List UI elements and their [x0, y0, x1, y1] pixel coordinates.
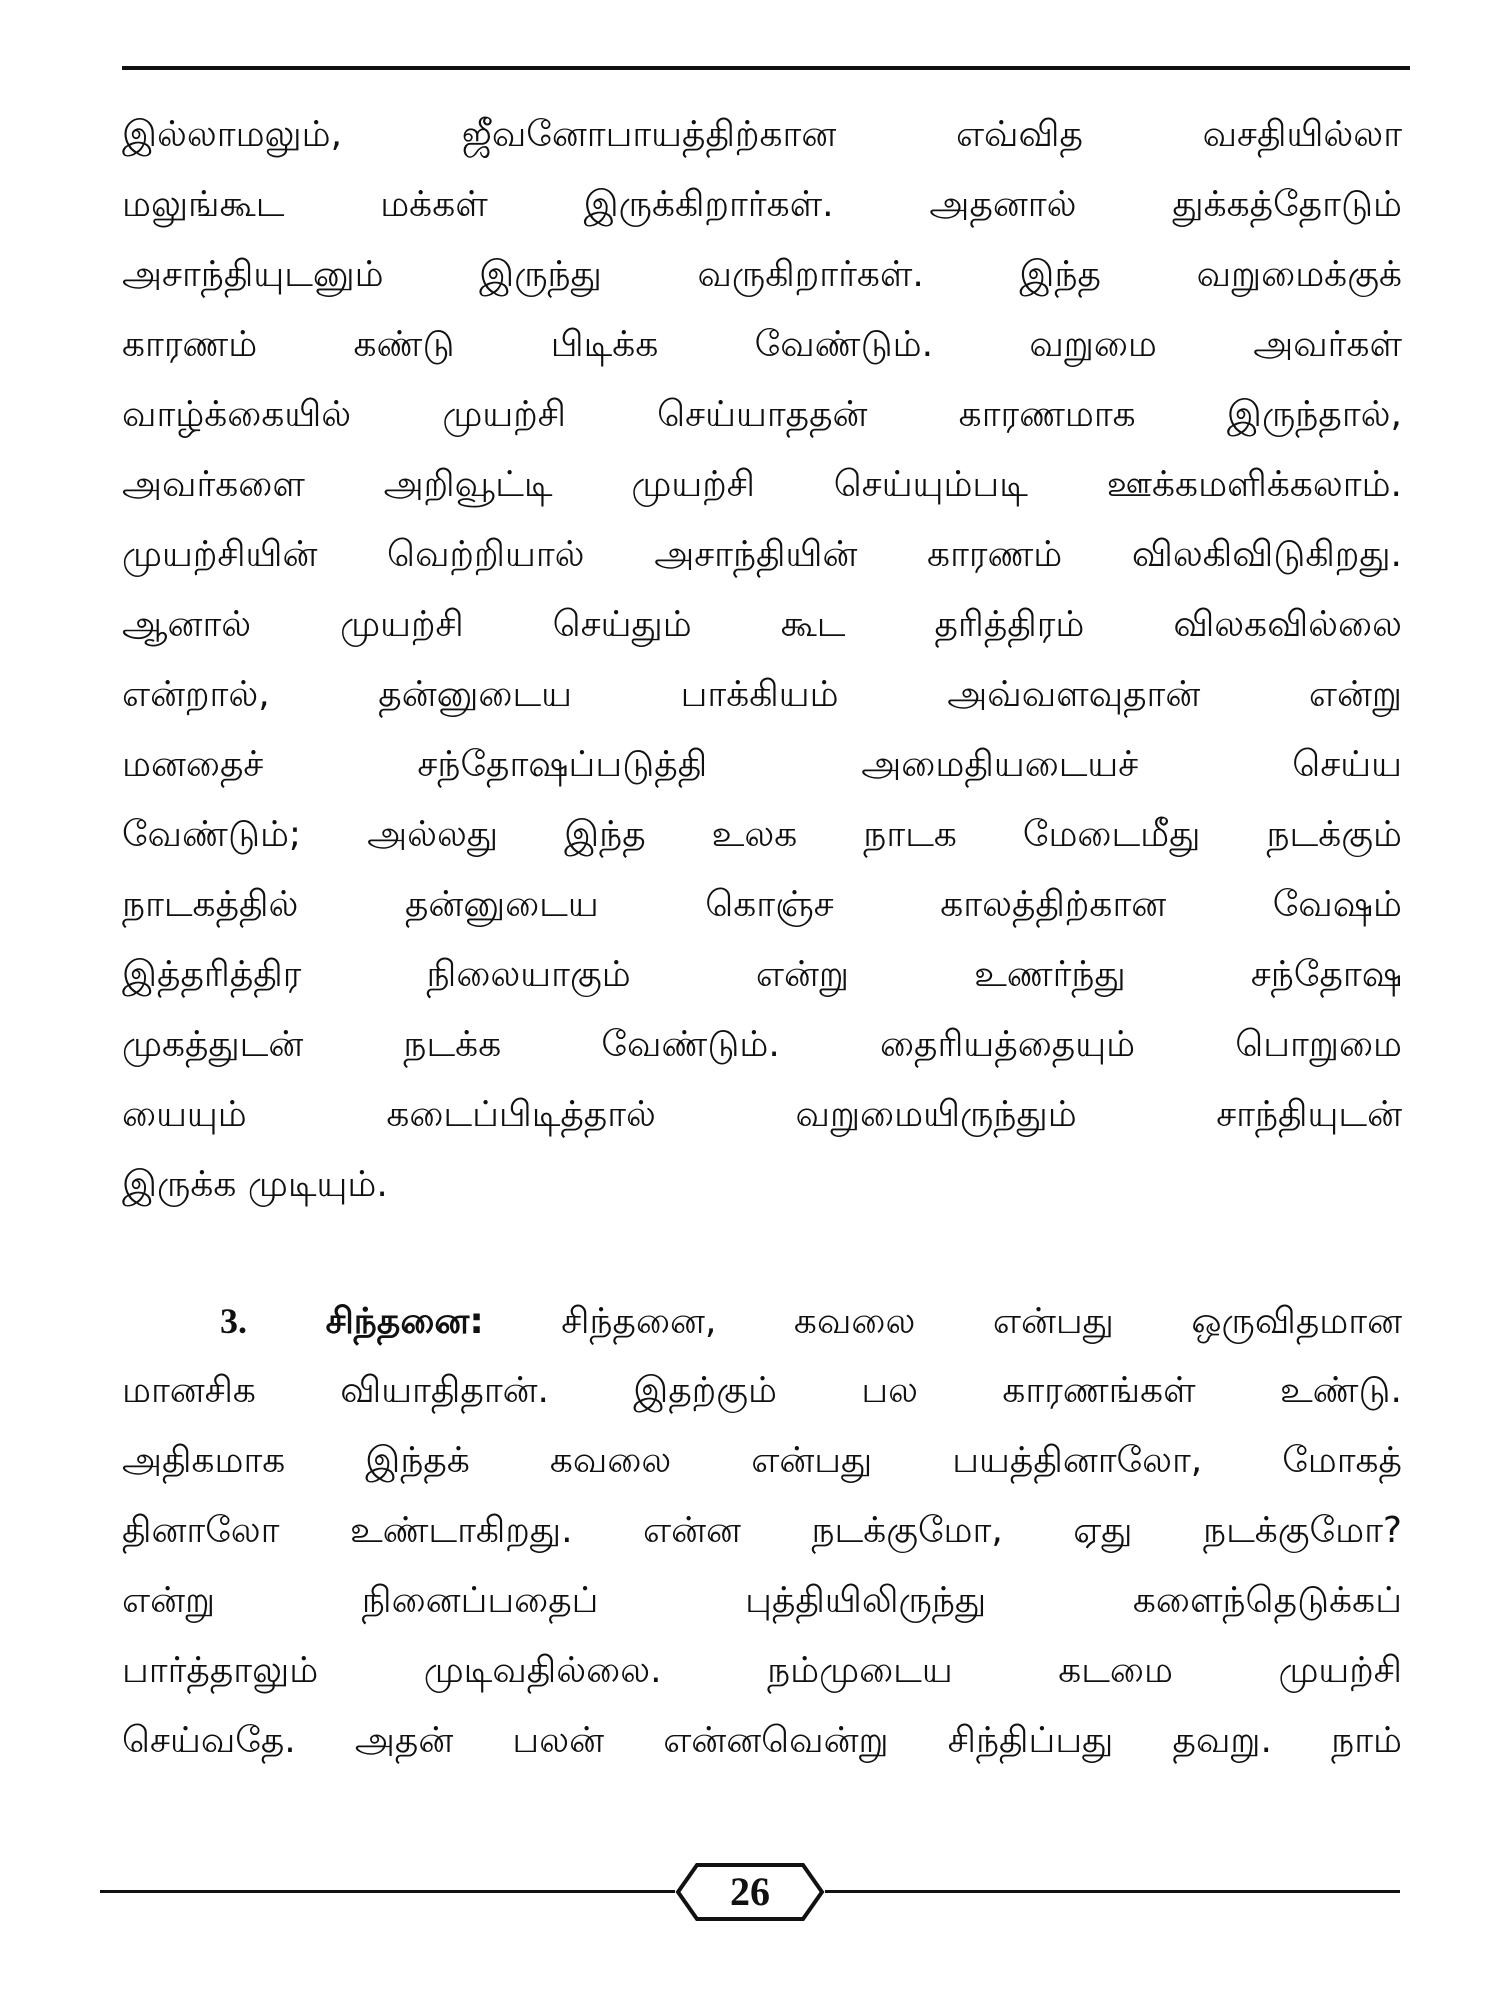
- footer-rule-left: [100, 1890, 675, 1893]
- text-line: மலுங்கூட மக்கள் இருக்கிறார்கள். அதனால் துக்கத்தோடும்: [122, 184, 1402, 225]
- text-line: இல்லாமலும், ஜீவனோபாயத்திற்கான எவ்வித வசதியில்லா: [122, 114, 1402, 155]
- text-line: மனதைச் சந்தோஷப்படுத்தி அமைதியடையச் செய்ய: [122, 744, 1402, 785]
- text-line: பார்த்தாலும் முடிவதில்லை. நம்முடைய கடமை முயற்சி: [122, 1650, 1402, 1691]
- section-3: [122, 1286, 1402, 1776]
- section-title: சிந்தனை:: [325, 1301, 484, 1342]
- text-line: காரணம் கண்டு பிடிக்க வேண்டும். வறுமை அவர்கள்: [122, 324, 1402, 365]
- page-body: [122, 100, 1402, 1776]
- footer-rule-right: [825, 1890, 1400, 1893]
- text-line: இத்தரித்திர நிலையாகும் என்று உணர்ந்து சந்தோஷ: [122, 954, 1402, 995]
- text-line: யையும் கடைப்பிடித்தால் வறுமையிருந்தும் சாந்தியுடன்: [122, 1094, 1402, 1135]
- text-line: வேண்டும்; அல்லது இந்த உலக நாடக மேடைமீது நடக்கும்: [122, 814, 1402, 855]
- text-line: அசாந்தியுடனும் இருந்து வருகிறார்கள். இந்த வறுமைக்குக்: [122, 254, 1402, 295]
- text-line: முகத்துடன் நடக்க வேண்டும். தைரியத்தையும் பொறுமை: [122, 1024, 1402, 1065]
- text-line: இருக்க முடியும்.: [122, 1164, 388, 1205]
- section-number: 3.: [220, 1301, 247, 1341]
- text-line: தினாலோ உண்டாகிறது. என்ன நடக்குமோ, ஏது நடக்குமோ?: [122, 1510, 1402, 1551]
- text-line: என்று நினைப்பதைப் புத்தியிலிருந்து களைந்தெடுக்கப்: [122, 1580, 1402, 1621]
- text-line: நாடகத்தில் தன்னுடைய கொஞ்ச காலத்திற்கான வேஷம்: [122, 884, 1402, 925]
- paragraph-1: [122, 100, 1402, 1220]
- text-line: என்றால், தன்னுடைய பாக்கியம் அவ்வளவுதான் என்று: [122, 674, 1402, 715]
- header-rule: [122, 66, 1410, 70]
- section-3-first-line: [122, 1286, 1402, 1356]
- page-footer: [100, 1862, 1400, 1922]
- text-line: மானசிக வியாதிதான். இதற்கும் பல காரணங்கள் உண்டு.: [122, 1370, 1402, 1411]
- section-3-first-line-text: சிந்தனை, கவலை என்பது ஒருவிதமான: [561, 1301, 1402, 1342]
- text-line: அவர்களை அறிவூட்டி முயற்சி செய்யும்படி ஊக்கமளிக்கலாம்.: [122, 464, 1402, 505]
- text-line: செய்வதே. அதன் பலன் என்னவென்று சிந்திப்பது தவறு. நாம்: [122, 1720, 1402, 1761]
- section-3-heading: [220, 1301, 484, 1342]
- text-line: அதிகமாக இந்தக் கவலை என்பது பயத்தினாலோ, மோகத்: [122, 1440, 1402, 1481]
- text-line: வாழ்க்கையில் முயற்சி செய்யாததன் காரணமாக இருந்தால்,: [122, 394, 1402, 435]
- text-line: ஆனால் முயற்சி செய்தும் கூட தரித்திரம் விலகவில்லை: [122, 604, 1402, 645]
- page-number-badge: [675, 1862, 825, 1922]
- text-line: முயற்சியின் வெற்றியால் அசாந்தியின் காரணம் விலகிவிடுகிறது.: [122, 534, 1402, 575]
- page-number: 26: [730, 1869, 770, 1914]
- paragraph-gap: [122, 1220, 1402, 1286]
